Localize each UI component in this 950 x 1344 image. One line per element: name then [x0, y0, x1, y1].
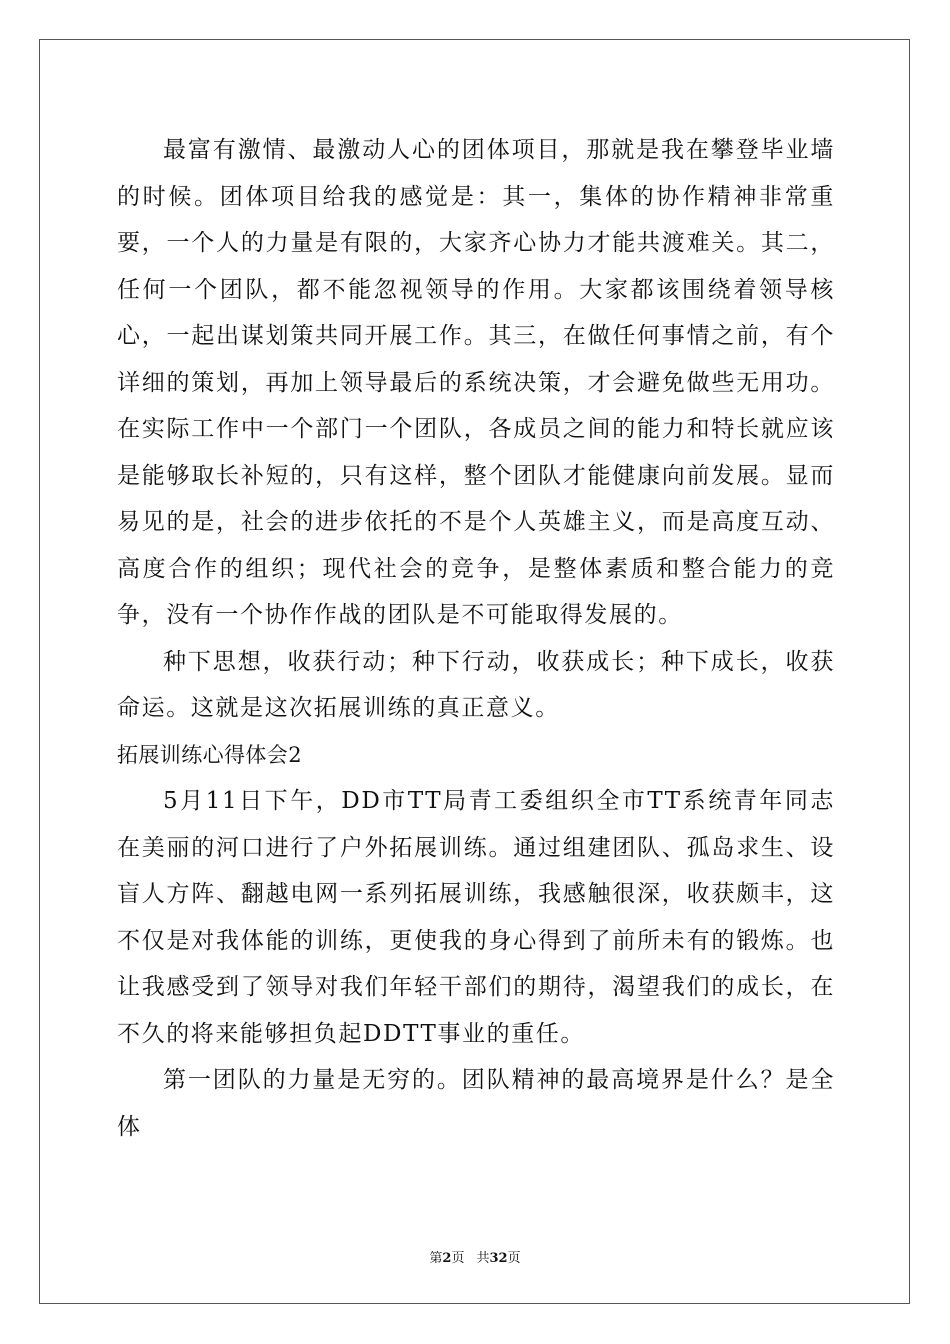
total-pages: 32: [489, 1251, 508, 1266]
total-prefix: 共: [476, 1251, 490, 1266]
paragraph: 最富有激情、最激动人心的团体项目，那就是我在攀登毕业墙的时候。团体项目给我的感觉是：其一，集体的协作精神非常重要，一个人的力量是有限的，大家齐心协力才能共渡难关。其二，任何一个团队，都不能忽视领导的作用。大家都该围绕着领导核心，一起出谋划策共同开展工作。其三，在做任何事情之前，有个详细的策划，再加上领导最后的系统决策，才会避免做些无用功。在实际工作中一个部门一个团队，各成员之间的能力和特长就应该是能够取长补短的，只有这样，整个团队才能健康向前发展。显而易见的是，社会的进步依托的不是个人英雄主义，而是高度互动、高度合作的组织；现代社会的竞争，是整体素质和整合能力的竞争，没有一个协作作战的团队是不可能取得发展的。: [117, 137, 835, 628]
document-body: [117, 127, 835, 1150]
page-footer: [0, 1247, 950, 1266]
page-suffix: 页: [451, 1251, 465, 1266]
paragraph: 5月11日下午，DD市TT局青工委组织全市TT系统青年同志在美丽的河口进行了户外拓展训练。通过组建团队、孤岛求生、设盲人方阵、翻越电网一系列拓展训练，我感触很深，收获颇丰，这不仅是对我体能的训练，更使我的身心得到了前所未有的锻炼。也让我感受到了领导对我们年轻干部们的期待，渴望我们的成长，在不久的将来能够担负起DDTT事业的重任。: [117, 788, 835, 1047]
page-prefix: 第: [429, 1251, 443, 1266]
page-number: 2: [442, 1251, 452, 1266]
paragraph: 种下思想，收获行动；种下行动，收获成长；种下成长，收获命运。这就是这次拓展训练的真正意义。: [117, 648, 835, 721]
paragraph: 第一团队的力量是无穷的。团队精神的最高境界是什么？是全体: [117, 1067, 835, 1140]
section-heading: 拓展训练心得体会2: [117, 742, 302, 767]
total-suffix: 页: [507, 1251, 521, 1266]
